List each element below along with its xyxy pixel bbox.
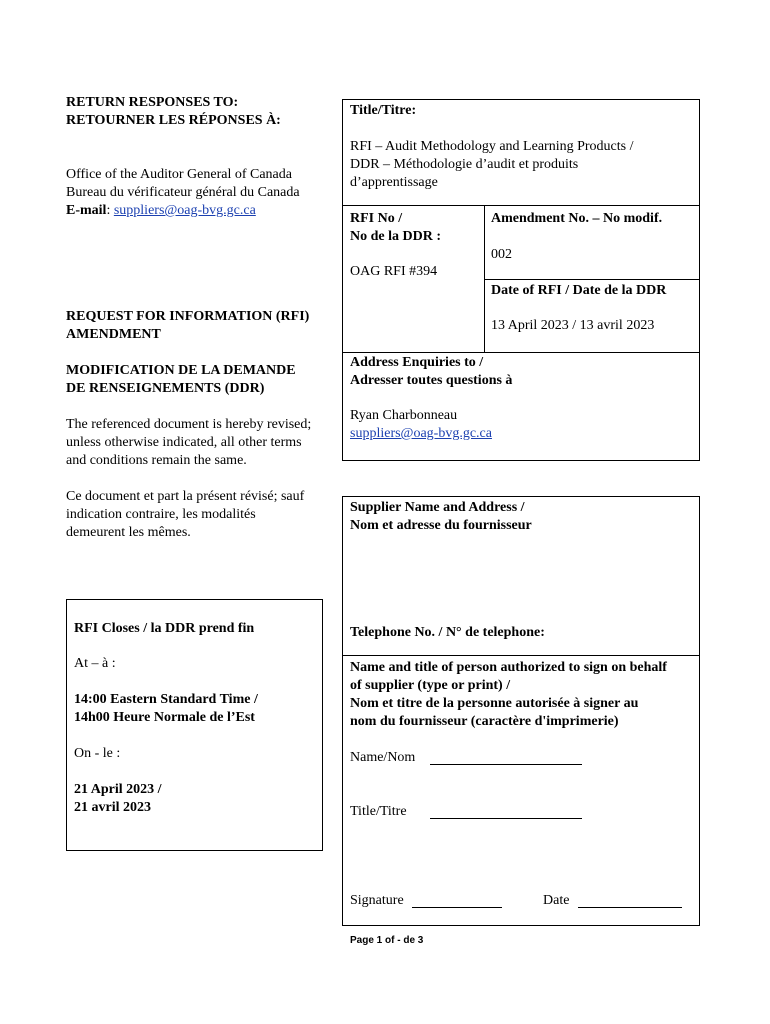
title-text-line3: d’apprentissage: [350, 175, 438, 190]
title-text-line2: DDR – Méthodologie d’audit et produits: [350, 157, 579, 172]
title-text-line1: RFI – Audit Methodology and Learning Products /: [350, 139, 634, 154]
office-line-fr: Bureau du vérificateur général du Canada: [66, 185, 300, 200]
enquiries-label-fr: Adresser toutes questions à: [350, 373, 513, 388]
revised-en-line1: The referenced document is hereby revised;: [66, 417, 312, 432]
return-responses-heading: [66, 94, 281, 130]
rfi-no-label-fr: No de la DDR :: [350, 229, 441, 244]
title-signature-line[interactable]: [430, 805, 582, 819]
rfi-no-label-en: RFI No /: [350, 211, 403, 226]
revised-fr-line3: demeurent les mêmes.: [66, 525, 191, 540]
office-line-en: Office of the Auditor General of Canada: [66, 167, 292, 182]
rfi-amendment-heading: [66, 308, 309, 344]
signature-line[interactable]: [412, 894, 502, 908]
date-field-label: Date: [543, 893, 570, 908]
authorized-line4: nom du fournisseur (caractère d'imprimerie): [350, 714, 619, 729]
date-rfi-value: 13 April 2023 / 13 avril 2023: [491, 318, 655, 333]
ddr-heading-line1: MODIFICATION DE LA DEMANDE: [66, 363, 296, 378]
supplier-label-fr: Nom et adresse du fournisseur: [350, 518, 532, 533]
rfi-no-label: [350, 210, 441, 246]
title-field-label: Title/Titre: [350, 804, 407, 819]
closes-date-en: 21 April 2023 /: [74, 782, 162, 797]
title-divider: [342, 205, 700, 206]
rfi-heading-line1: REQUEST FOR INFORMATION (RFI): [66, 309, 310, 324]
contact-name: Ryan Charbonneau: [350, 408, 458, 423]
revised-en-line2: unless otherwise indicated, all other terms: [66, 435, 302, 450]
closes-date: [74, 781, 162, 817]
amendment-value: 002: [491, 247, 512, 262]
enquiries-label: [350, 354, 512, 390]
authorized-line1: Name and title of person authorized to sign on behalf: [350, 660, 667, 675]
name-field-label: Name/Nom: [350, 750, 416, 765]
enquiries-label-en: Address Enquiries to /: [350, 355, 484, 370]
return-line-fr: RETOURNER LES RÉPONSES À:: [66, 113, 281, 128]
date-rfi-label: Date of RFI / Date de la DDR: [491, 283, 667, 298]
revised-en-line3: and conditions remain the same.: [66, 453, 247, 468]
enquiries-contact: [350, 407, 492, 443]
name-signature-line[interactable]: [430, 751, 582, 765]
email-label: E-mail: [66, 203, 107, 218]
closes-on-label: On - le :: [74, 746, 121, 761]
closes-time-en: 14:00 Eastern Standard Time /: [74, 692, 258, 707]
date-line[interactable]: [578, 894, 682, 908]
revised-notice-fr: [66, 488, 304, 542]
email-separator: :: [106, 203, 114, 218]
ddr-modification-heading: [66, 362, 296, 398]
amend-date-divider: [484, 279, 700, 280]
email-line: [66, 202, 300, 220]
closes-time-fr: 14h00 Heure Normale de l’Est: [74, 710, 255, 725]
contact-email-link[interactable]: suppliers@oag-bvg.gc.ca: [350, 426, 492, 441]
rfi-closes-title: RFI Closes / la DDR prend fin: [74, 621, 255, 636]
signature-field-label: Signature: [350, 893, 404, 908]
rfi-no-value: OAG RFI #394: [350, 264, 438, 279]
title-text: [350, 138, 633, 192]
authorized-line3: Nom et titre de la personne autorisée à signer au: [350, 696, 639, 711]
supplier-label-en: Supplier Name and Address /: [350, 500, 525, 515]
email-link[interactable]: suppliers@oag-bvg.gc.ca: [113, 203, 256, 218]
revised-fr-line1: Ce document et part la présent révisé; sauf: [66, 489, 305, 504]
closes-at-label: At – à :: [74, 656, 116, 671]
ddr-heading-line2: DE RENSEIGNEMENTS (DDR): [66, 381, 265, 396]
amendment-label: Amendment No. – No modif.: [491, 211, 663, 226]
supplier-label: [350, 499, 532, 535]
closes-date-fr: 21 avril 2023: [74, 800, 151, 815]
page-number: Page 1 of - de 3: [350, 935, 424, 946]
return-line-en: RETURN RESPONSES TO:: [66, 95, 239, 110]
telephone-label: Telephone No. / N° de telephone:: [350, 625, 545, 640]
closes-time: [74, 691, 258, 727]
revised-fr-line2: indication contraire, les modalités: [66, 507, 256, 522]
revised-notice-en: [66, 416, 311, 470]
authorized-person-label: [350, 659, 667, 731]
office-address: [66, 166, 300, 220]
supplier-divider: [342, 655, 700, 656]
title-label: Title/Titre:: [350, 103, 417, 118]
rfi-heading-line2: AMENDMENT: [66, 327, 161, 342]
authorized-line2: of supplier (type or print) /: [350, 678, 511, 693]
